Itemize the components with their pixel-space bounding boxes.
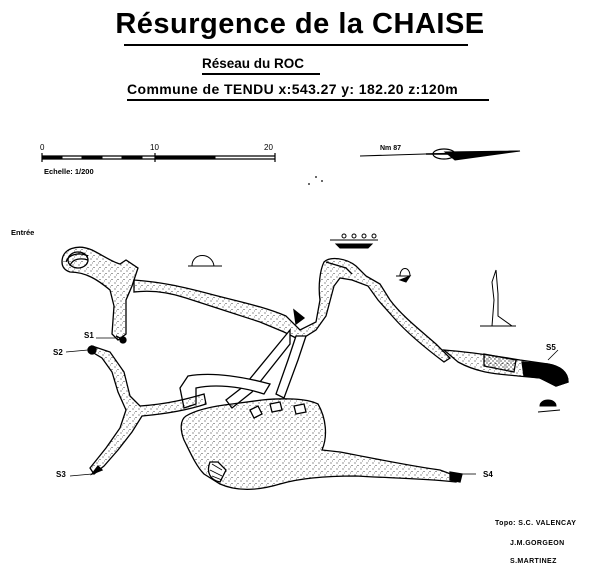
station-label-s2: S2 — [53, 348, 63, 357]
lower-chamber — [181, 399, 462, 489]
scale-bar — [42, 153, 275, 162]
credit-line: S.MARTINEZ — [510, 558, 557, 565]
western-branch — [88, 346, 206, 474]
entrance-chamber — [62, 247, 138, 343]
north-arrow-icon — [360, 149, 520, 160]
scale-tick-label: 0 — [40, 143, 45, 152]
commune-coordinates: Commune de TENDU x:543.27 y: 182.20 z:120m — [127, 81, 459, 97]
credit-line: J.M.GORGEON — [510, 540, 565, 547]
entrance-label: Entrée — [11, 228, 35, 237]
scale-tick-label: 10 — [150, 143, 159, 152]
station-label-s5: S5 — [546, 343, 556, 352]
station-label-s3: S3 — [56, 470, 66, 479]
credit-line: Topo: S.C. VALENCAY — [495, 520, 577, 527]
scale-tick-label: 20 — [264, 143, 273, 152]
station-label-s4: S4 — [483, 470, 493, 479]
network-subtitle: Réseau du ROC — [202, 56, 305, 71]
scale-label: Echelle: 1/200 — [44, 167, 94, 176]
station-label-s1: S1 — [84, 331, 94, 340]
north-label: Nm 87 — [380, 145, 402, 152]
small-dots — [308, 176, 323, 185]
map-title: Résurgence de la CHAISE — [115, 8, 485, 40]
east-passage — [444, 350, 568, 386]
